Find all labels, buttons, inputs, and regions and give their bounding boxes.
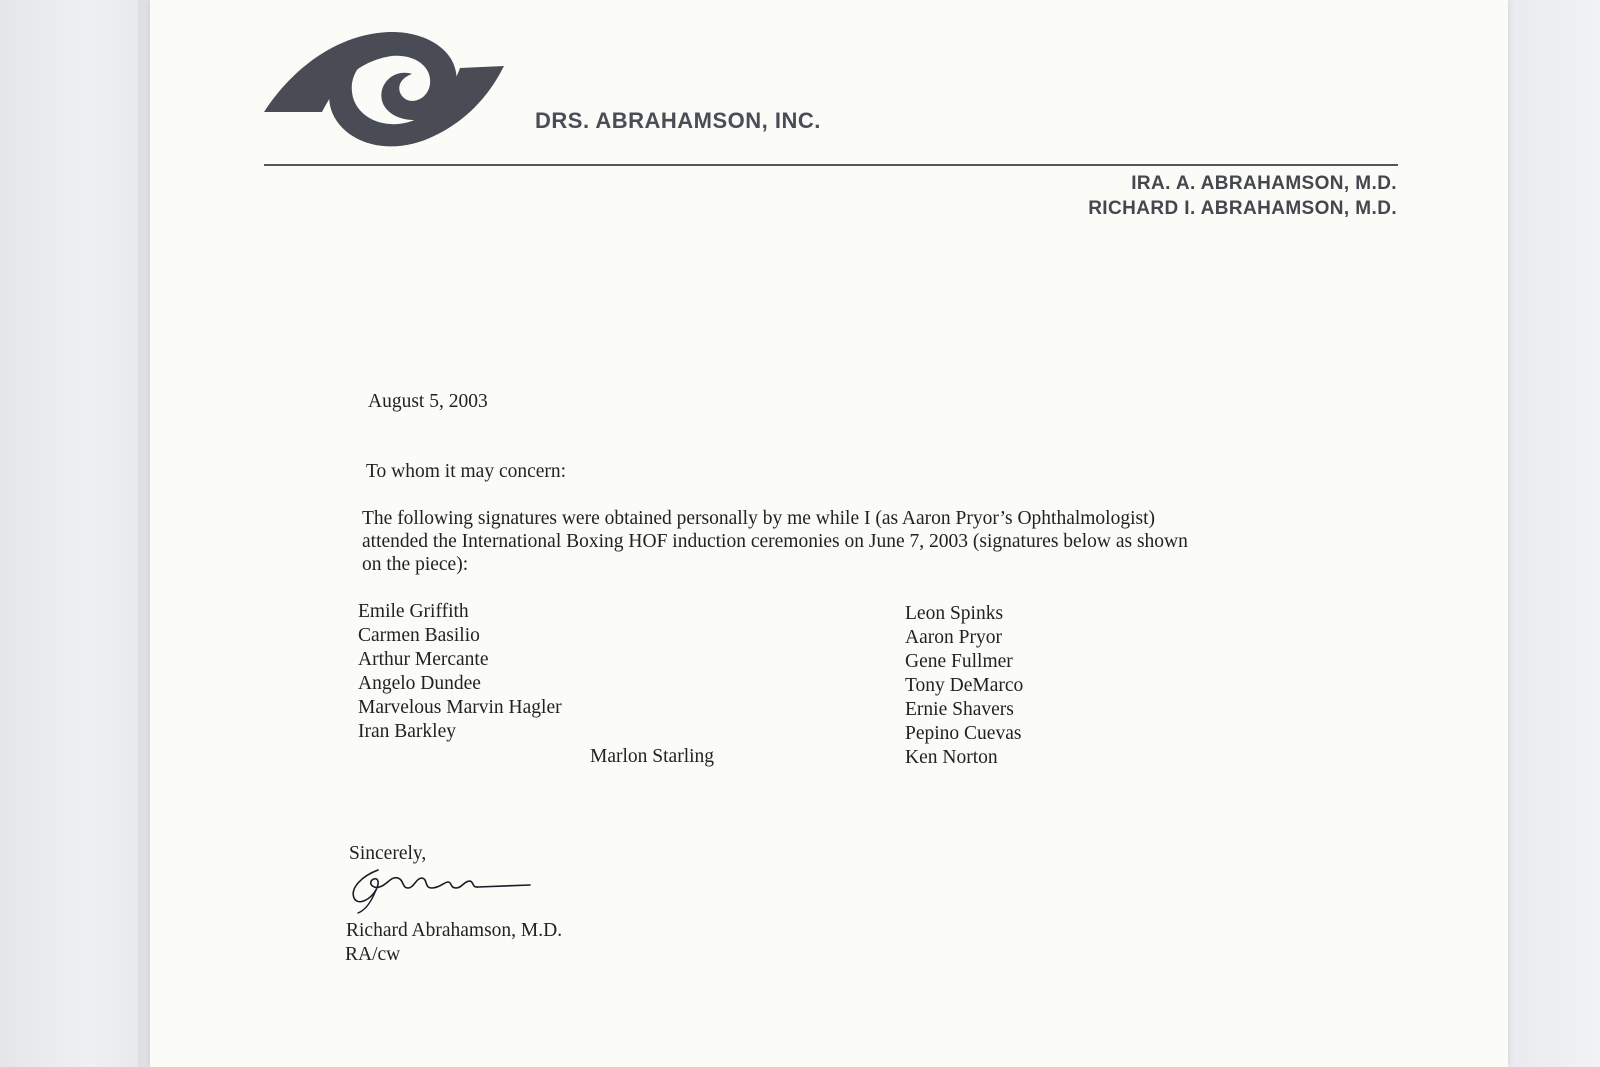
swirl-eye-logo-icon xyxy=(264,28,504,150)
closing: Sincerely, xyxy=(349,843,427,864)
list-item: Emile Griffith xyxy=(358,601,469,622)
body-line: The following signatures were obtained personally by me while I (as Aaron Pryor’s Ophthalmologist) xyxy=(362,508,1156,529)
list-item: Ernie Shavers xyxy=(905,699,1014,720)
signature-list-left xyxy=(358,600,562,744)
body-line: attended the International Boxing HOF induction ceremonies on June 7, 2003 (signatures below as shown xyxy=(362,531,1188,552)
list-item: Angelo Dundee xyxy=(358,673,481,694)
list-item: Pepino Cuevas xyxy=(905,723,1022,744)
list-item: Iran Barkley xyxy=(358,721,456,742)
salutation: To whom it may concern: xyxy=(366,461,567,482)
list-item-center: Marlon Starling xyxy=(590,746,715,767)
background-right xyxy=(1508,0,1600,1067)
letter-date: August 5, 2003 xyxy=(368,391,488,412)
body-paragraph xyxy=(362,507,1282,576)
list-item: Tony DeMarco xyxy=(905,675,1024,696)
company-name: DRS. ABRAHAMSON, INC. xyxy=(535,108,821,133)
signature-list-right xyxy=(905,602,1023,770)
list-item: Gene Fullmer xyxy=(905,651,1013,672)
list-item: Carmen Basilio xyxy=(358,625,480,646)
signer-name: Richard Abrahamson, M.D. xyxy=(346,920,563,941)
paper-edge-shadow xyxy=(138,0,152,1067)
letterhead-rule xyxy=(264,164,1398,166)
list-item: Arthur Mercante xyxy=(358,649,489,670)
doctor-name-1: IRA. A. ABRAHAMSON, M.D. xyxy=(1131,173,1397,194)
list-item: Aaron Pryor xyxy=(905,627,1002,648)
doctor-name-2: RICHARD I. ABRAHAMSON, M.D. xyxy=(1088,198,1397,219)
list-item: Leon Spinks xyxy=(905,603,1004,624)
typist-initials: RA/cw xyxy=(345,944,401,965)
list-item: Ken Norton xyxy=(905,747,998,768)
handwritten-signature xyxy=(348,866,533,916)
list-item: Marvelous Marvin Hagler xyxy=(358,697,562,718)
background-left xyxy=(0,0,150,1067)
body-line: on the piece): xyxy=(362,554,469,575)
